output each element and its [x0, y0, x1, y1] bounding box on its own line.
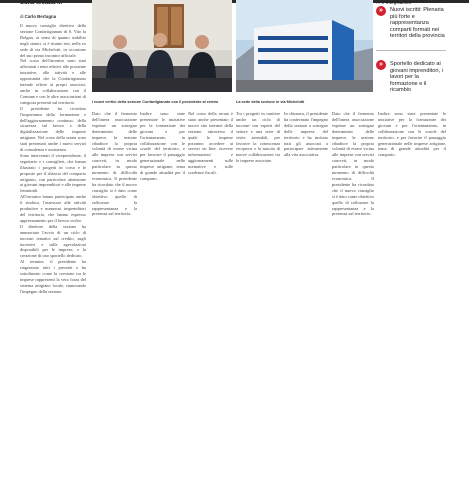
headline-cut: Sulla testata ...: [20, 0, 63, 6]
byline: [20, 14, 90, 19]
people-photo-image: [92, 0, 232, 92]
sidebar-item-title: Sportello dedicato ai giovani imprenditori, i lavori per la formazione e il ricambio: [390, 61, 443, 94]
sidebar-item-2: [376, 60, 446, 94]
sidebar-cut: ... e integrazioni: [376, 0, 412, 6]
article-column-4: Nel corso della serata è stato anche presentato il nuovo sito internet della sezione, attraverso il quale le imprese potranno accedere ai servizi on line, ricevere informazioni e aggiornamenti sulle normative e sulle scadenze fiscali.: [188, 111, 233, 176]
article-column-1: [20, 23, 86, 475]
paragraph: All'incontro hanno partecipato anche il sindaco, l'assessore alle attività produttive e numerosi imprenditori del territorio, che hanno espresso apprezzamento per il lavoro svolto.: [20, 194, 86, 223]
article-column-2: Dato che il fermento dell'intera associazione esprime un sostegno determinato delle imprese, la sezione ribadisce la propria volontà di essere vicina alle imprese con servizi concreti, in modo particolare in questo momento di difficoltà economica. Il presidente ha ricordato che il nuovo consiglio si è dato come obiettivo quello di rafforzare la rappresentanza e la presenza sul territorio.: [92, 111, 137, 217]
building-photo-image: [236, 0, 373, 92]
article-column-7: Dato che il fermento dell'intera associazione esprime un sostegno determinato delle imprese, la sezione ribadisce la propria volontà di essere vicina alle imprese con servizi concreti, in modo particolare in questo momento di difficoltà economica. Il presidente ha ricordato che il nuovo consiglio si è dato come obiettivo quello di rafforzare la rappresentanza e la presenza sul territorio.: [332, 111, 374, 217]
people-photo-caption: I nuovi vertici della sezione Confartigianato con il presidente al centro: [92, 100, 219, 104]
sidebar-item-title: Nuovi iscritti: Plenaria più forte e rappresentanza comparti formati nei territori della provincia: [390, 7, 445, 40]
double-chevron-icon: »: [376, 60, 386, 70]
photo-people: [92, 0, 232, 92]
paragraph: Al termine, il presidente ha ringraziato tutti i presenti e ha sottolineato come la coesione tra le imprese rappresenti la vera forza del sistema artigiano locale, rinnovando l'impegno della sezione.: [20, 259, 86, 294]
building-photo-caption: La sede della sezione in via Michelotti: [236, 100, 305, 104]
paragraph: Sono intervenuti il vicepresidente, il segretario e i consiglieri, che hanno illustrato i progetti in corso e le proposte per il rilancio del comparto artigiano, con particolare attenzione ai giovani imprenditori e alle imprese femminili.: [20, 152, 86, 194]
sidebar-divider: [376, 50, 446, 51]
paragraph: Nel corso dell'incontro sono stati affrontati i temi relativi alle prossime iniziative, alle attività e alle opportunità che la Confartigianato intende offrire ai propri associati, anche in collaborazione con il Comune e con le altre associazioni di categoria presenti sul territorio.: [20, 58, 86, 105]
double-chevron-icon: »: [376, 6, 386, 16]
paragraph: Il presidente ha ricordato l'importanza della formazione e dell'aggiornamento continuo, della sicurezza sul lavoro e della digitalizzazione delle imprese artigiane. Nel corso della serata sono stati presentati anche i nuovi servizi di consulenza e assistenza.: [20, 105, 86, 153]
byline-label: di: [20, 14, 24, 19]
article-column-5: Tra i progetti in cantiere anche un ciclo di incontri con esperti del settore e una serie di visite aziendali, per favorire la conoscenza reciproca e la nascita di nuove collaborazioni tra le imprese associate.: [236, 111, 280, 164]
photo-building: [236, 0, 373, 92]
byline-author: Carlo Bertagna: [24, 14, 57, 19]
paragraph: Il direttore della sezione ha annunciato l'avvio di un ciclo di incontri tematici sul credito, sugli incentivi e sulle agevolazioni disponibili per le imprese, e la creazione di uno sportello dedicato.: [20, 223, 86, 259]
article-column-8: Inoltre sono state presentate le iniziative per la formazione dei giovani e per l'orientamento, in collaborazione con le scuole del territorio, e per favorire il passaggio generazionale nelle imprese artigiane, tema di grande attualità per il comparto.: [378, 111, 446, 158]
article-column-3: Inoltre sono state presentate le iniziative per la formazione dei giovani e per l'orientamento, in collaborazione con le scuole del territorio, e per favorire il passaggio generazionale nelle imprese artigiane, tema di grande attualità per il comparto.: [140, 111, 185, 181]
paragraph: Il nuovo consiglio direttivo della sezione Confartigianato di S. Vito la Bolgna, ai sensi di quanto stabilito negli statuti, si è riunito ieri, nella ex sede di via Michelotti, in occasione del suo primo incontro ufficiale.: [20, 23, 86, 58]
article-column-6: In chiusura, il presidente ha confermato l'impegno della sezione a sostegno delle imprese del territorio e ha invitato tutti gli associati a partecipare attivamente alla vita associativa.: [284, 111, 328, 158]
sidebar-item-1: [376, 6, 446, 40]
